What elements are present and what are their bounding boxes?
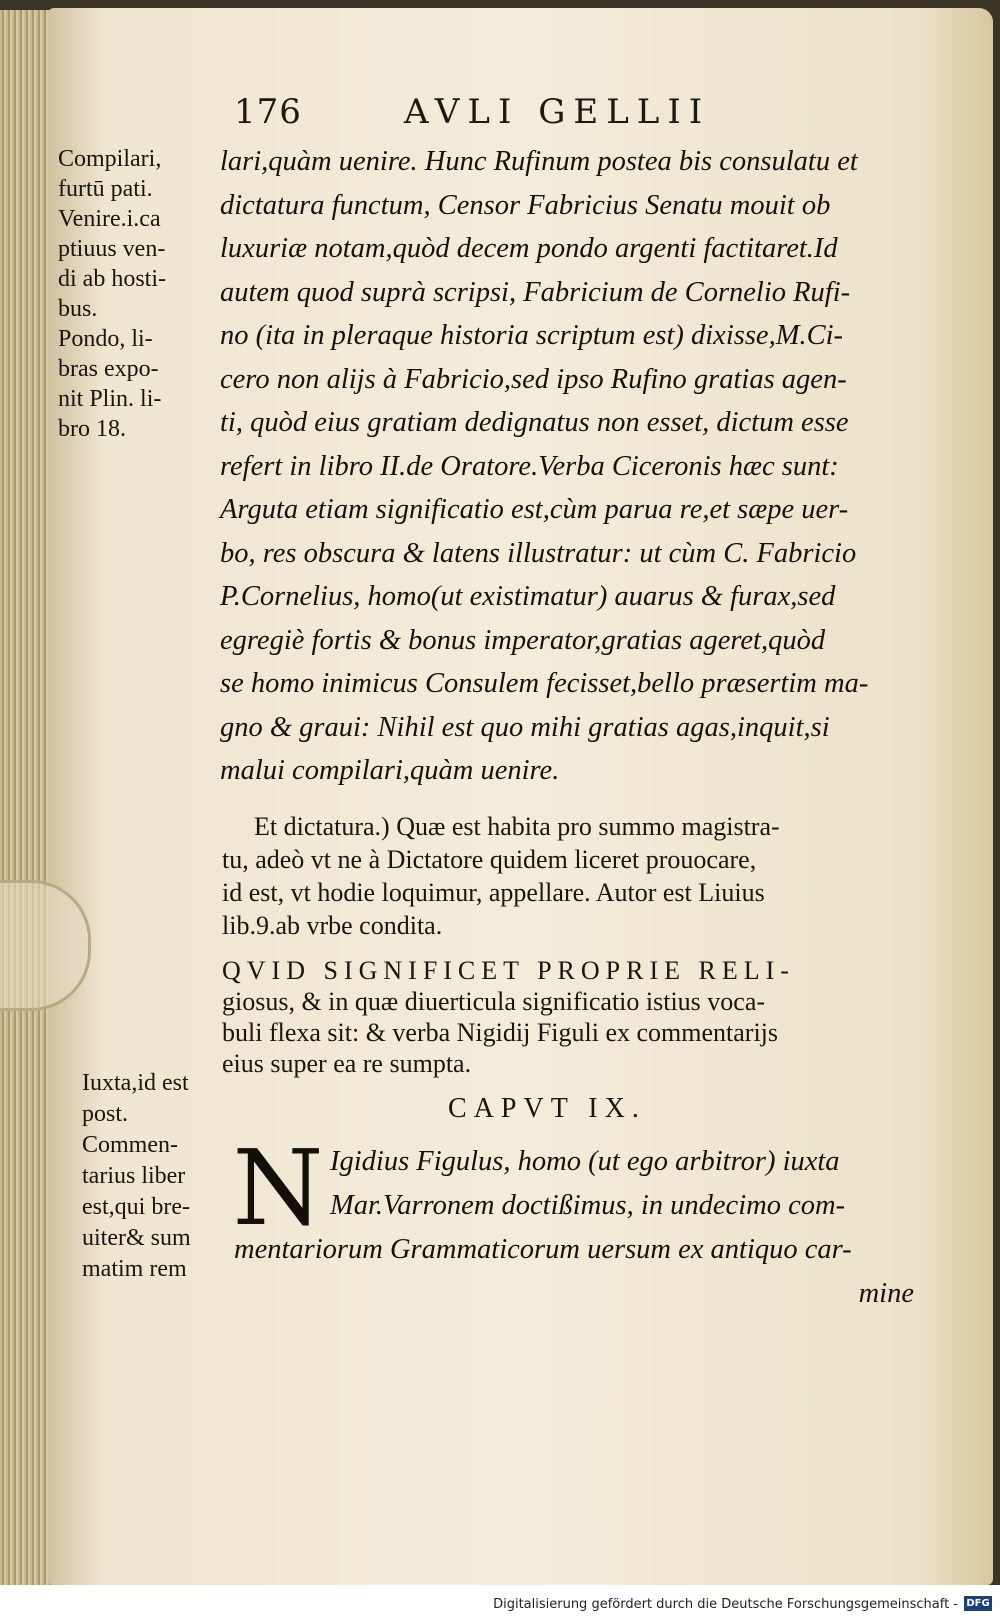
text-line: cero non alijs à Fabricio,sed ipso Rufino gratias agen- — [220, 363, 847, 395]
text-line: se homo inimicus Consulem fecisset,bello præsertim ma- — [220, 668, 869, 699]
margin-note: Compilari, — [58, 146, 162, 172]
commentary-line: id est, vt hodie loquimur, appellare. Autor est Liuius — [222, 878, 765, 907]
catchword: mine — [858, 1278, 914, 1309]
margin-note: Pondo, li- — [58, 326, 153, 352]
commentary-line: tu, adeò vt ne à Dictatore quidem liceret prouocare, — [222, 845, 757, 874]
chapter-opening-text — [232, 1127, 924, 1316]
margin-note: di ab hosti- — [58, 266, 166, 292]
text-line: ti, quòd eius gratiam dedignatus non esset, dictum esse — [220, 407, 849, 438]
heading-line: giosus, & in quæ diuerticula significatio istius voca- — [222, 987, 766, 1016]
margin-note: furtū pati. — [58, 176, 153, 202]
text-line: gno & graui: Nihil est quo mihi gratias agas,inquit,si — [220, 711, 830, 743]
text-line: autem quod suprà scripsi, Fabricium de Cornelio Rufi- — [220, 276, 851, 308]
margin-note: Iuxta,id est — [82, 1070, 189, 1096]
margin-note: nit Plin. li- — [58, 386, 162, 412]
drop-cap: N — [232, 1127, 324, 1249]
margin-note: matim rem — [82, 1256, 187, 1282]
text-line: luxuriæ notam,quòd decem pondo argenti factitaret.Id — [220, 233, 838, 264]
margin-note: Venire.i.ca — [58, 206, 161, 232]
text-line: Mar.Varronem doctißimus, in undecimo com- — [330, 1190, 846, 1221]
commentary-line: lib.9.ab vrbe condita. — [222, 911, 443, 940]
margin-note: bro 18. — [58, 416, 126, 442]
margin-note: bus. — [58, 296, 98, 322]
heading-line: QVID SIGNIFICET PROPRIE RELI- — [222, 956, 795, 985]
margin-note: est,qui bre- — [82, 1194, 190, 1220]
text-line: refert in libro II.de Oratore.Verba Ciceronis hæc sunt: — [220, 450, 839, 482]
text-line: P.Cornelius, homo(ut existimatur) auarus & furax,sed — [220, 581, 836, 612]
page-number: 176 — [234, 92, 302, 132]
margin-note: post. — [82, 1101, 129, 1127]
margin-note: uiter& sum — [82, 1225, 191, 1251]
text-line: Arguta etiam significatio est,cùm parua re,et sæpe uer- — [220, 494, 849, 525]
text-line: dictatura functum, Censor Fabricius Senatu mouit ob — [220, 189, 831, 221]
commentary-note — [222, 810, 922, 942]
text-line: bo, res obscura & latens illustratur: ut cùm C. Fabricio — [220, 537, 857, 569]
margin-notes-top — [58, 144, 208, 444]
text-line: no (ita in pleraque historia scriptum est) dixisse,M.Ci- — [220, 320, 843, 351]
dfg-logo: DFG — [964, 1596, 992, 1611]
main-text-block — [220, 140, 920, 793]
text-line: Igidius Figulus, homo (ut ego arbitror) iuxta — [330, 1146, 840, 1177]
running-title: AVLI GELLII — [404, 92, 711, 132]
footer-bar — [0, 1588, 1000, 1620]
heading-line: buli flexa sit: & verba Nigidij Figuli ex commentarijs — [222, 1018, 779, 1047]
text-line: lari,quàm uenire. Hunc Rufinum postea bis consulatu et — [220, 146, 858, 177]
margin-note: bras expo- — [58, 356, 159, 382]
text-line: malui compilari,quàm uenire. — [220, 755, 560, 786]
margin-note: Commen- — [82, 1132, 178, 1158]
commentary-line: Et dictatura.) Quæ est habita pro summo magistra- — [254, 812, 780, 841]
heading-line: eius super ea re sumpta. — [222, 1049, 472, 1078]
chapter-summary-heading — [222, 955, 922, 1079]
margin-note: tarius liber — [82, 1163, 186, 1189]
funding-credit: Digitalisierung gefördert durch die Deutsche Forschungsgemeinschaft - — [493, 1597, 958, 1612]
chapter-label: CAPVT IX. — [448, 1093, 646, 1124]
text-line: egregiè fortis & bonus imperator,gratias ageret,quòd — [220, 624, 826, 656]
margin-note: ptiuus ven- — [58, 236, 166, 262]
margin-notes-bottom — [82, 1068, 252, 1285]
text-line: mentariorum Grammaticorum uersum ex antiquo car- — [234, 1234, 852, 1265]
